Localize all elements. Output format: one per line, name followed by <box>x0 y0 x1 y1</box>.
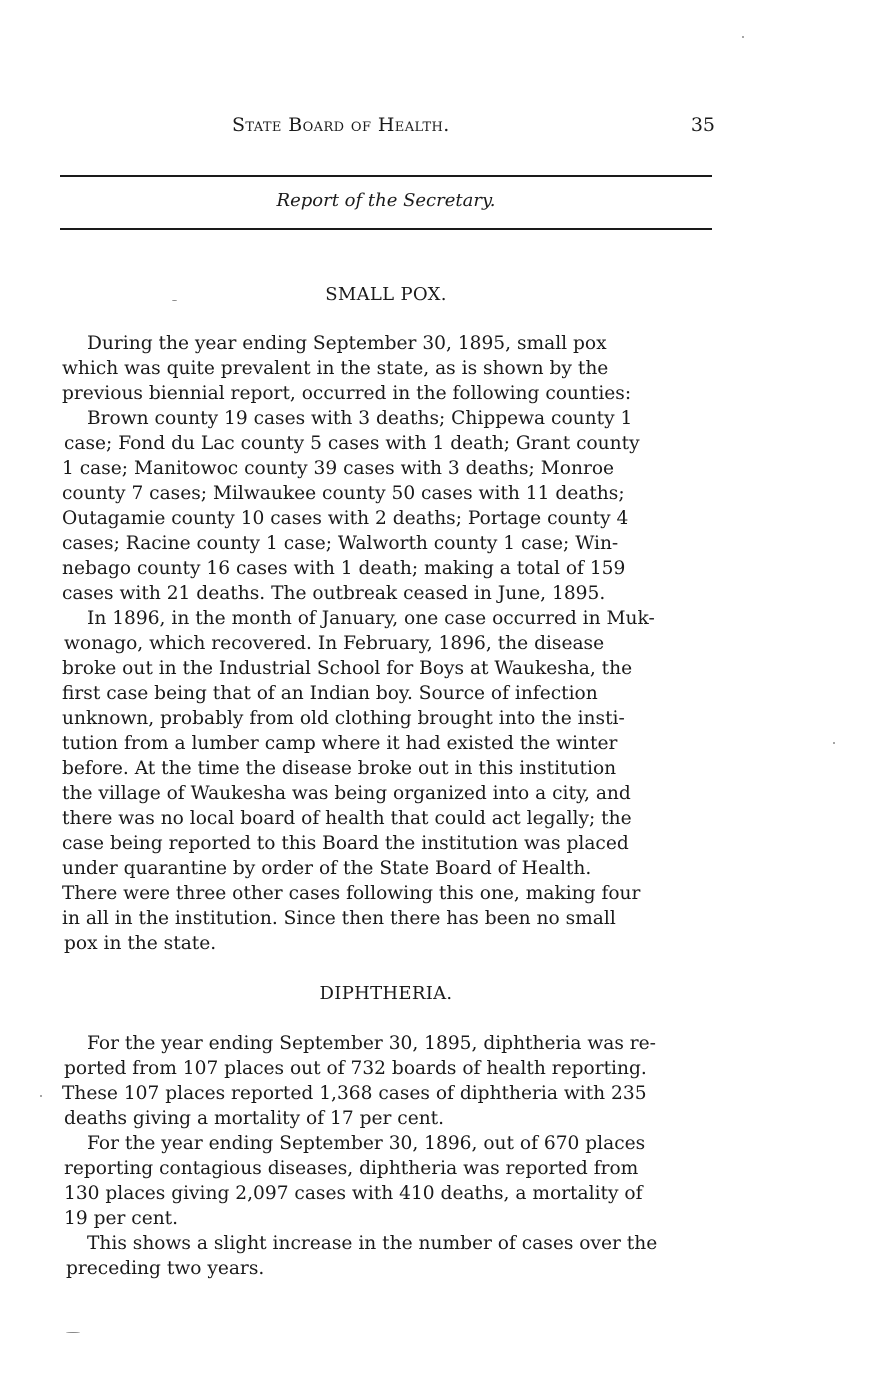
scan-speck <box>40 1095 42 1097</box>
header-rule-bottom <box>60 228 712 230</box>
text-line: Brown county 19 cases with 3 deaths; Chippewa county 1 <box>87 408 633 429</box>
text-line: Outagamie county 10 cases with 2 deaths; Portage county 4 <box>62 508 629 529</box>
text-line: case being reported to this Board the institution was placed <box>62 833 629 854</box>
running-head <box>60 114 715 140</box>
text-line: nebago county 16 cases with 1 death; making a total of 159 <box>62 558 626 579</box>
text-line: ported from 107 places out of 732 boards of health reporting. <box>64 1058 647 1079</box>
text-line: wonago, which recovered. In February, 1896, the disease <box>64 633 605 654</box>
text-line: These 107 places reported 1,368 cases of diphtheria with 235 <box>62 1083 647 1104</box>
text-line: deaths giving a mortality of 17 per cent. <box>64 1108 445 1129</box>
text-line: For the year ending September 30, 1896, out of 670 places <box>87 1133 646 1154</box>
scan-speck <box>66 1332 80 1333</box>
text-line: under quarantine by order of the State Board of Health. <box>62 858 592 879</box>
header-rule-top <box>60 175 712 177</box>
text-line: case; Fond du Lac county 5 cases with 1 death; Grant county <box>64 433 640 454</box>
text-line: In 1896, in the month of January, one case occurred in Muk- <box>87 608 655 629</box>
text-line: pox in the state. <box>64 933 217 954</box>
text-line: tution from a lumber camp where it had existed the winter <box>62 733 618 754</box>
text-line: broke out in the Industrial School for Boys at Waukesha, the <box>62 658 633 679</box>
text-line: 19 per cent. <box>64 1208 179 1229</box>
scan-speck <box>742 36 744 38</box>
page-number: 35 <box>690 114 715 136</box>
text-line: preceding two years. <box>66 1258 265 1279</box>
text-line: before. At the time the disease broke out in this institution <box>62 758 617 779</box>
text-line: cases; Racine county 1 case; Walworth county 1 case; Win- <box>62 533 619 554</box>
text-line: 130 places giving 2,097 cases with 410 deaths, a mortality of <box>64 1183 643 1204</box>
scan-speck <box>833 742 835 744</box>
section-heading-diphtheria: DIPHTHERIA. <box>319 983 453 1004</box>
text-line: cases with 21 deaths. The outbreak ceased in June, 1895. <box>62 583 606 604</box>
text-line: For the year ending September 30, 1895, diphtheria was re- <box>87 1033 656 1054</box>
text-line: This shows a slight increase in the number of cases over the <box>87 1233 658 1254</box>
text-line: there was no local board of health that could act legally; the <box>62 808 632 829</box>
running-title: State Board of Health. <box>232 114 450 136</box>
section-heading-small-pox: SMALL POX. <box>325 284 447 305</box>
text-line: reporting contagious diseases, diphtheria was reported from <box>64 1158 639 1179</box>
text-line: There were three other cases following this one, making four <box>62 883 641 904</box>
text-line: in all in the institution. Since then there has been no small <box>62 908 616 929</box>
scan-speck <box>172 300 177 301</box>
text-line: previous biennial report, occurred in the following counties: <box>62 383 632 404</box>
text-line: the village of Waukesha was being organized into a city, and <box>62 783 631 804</box>
text-line: During the year ending September 30, 1895, small pox <box>87 333 607 354</box>
report-subtitle: Report of the Secretary. <box>276 190 496 211</box>
text-line: 1 case; Manitowoc county 39 cases with 3 deaths; Monroe <box>62 458 615 479</box>
text-line: unknown, probably from old clothing brought into the insti- <box>62 708 625 729</box>
text-line: first case being that of an Indian boy. Source of infection <box>62 683 598 704</box>
text-line: county 7 cases; Milwaukee county 50 cases with 11 deaths; <box>62 483 625 504</box>
text-line: which was quite prevalent in the state, as is shown by the <box>62 358 609 379</box>
